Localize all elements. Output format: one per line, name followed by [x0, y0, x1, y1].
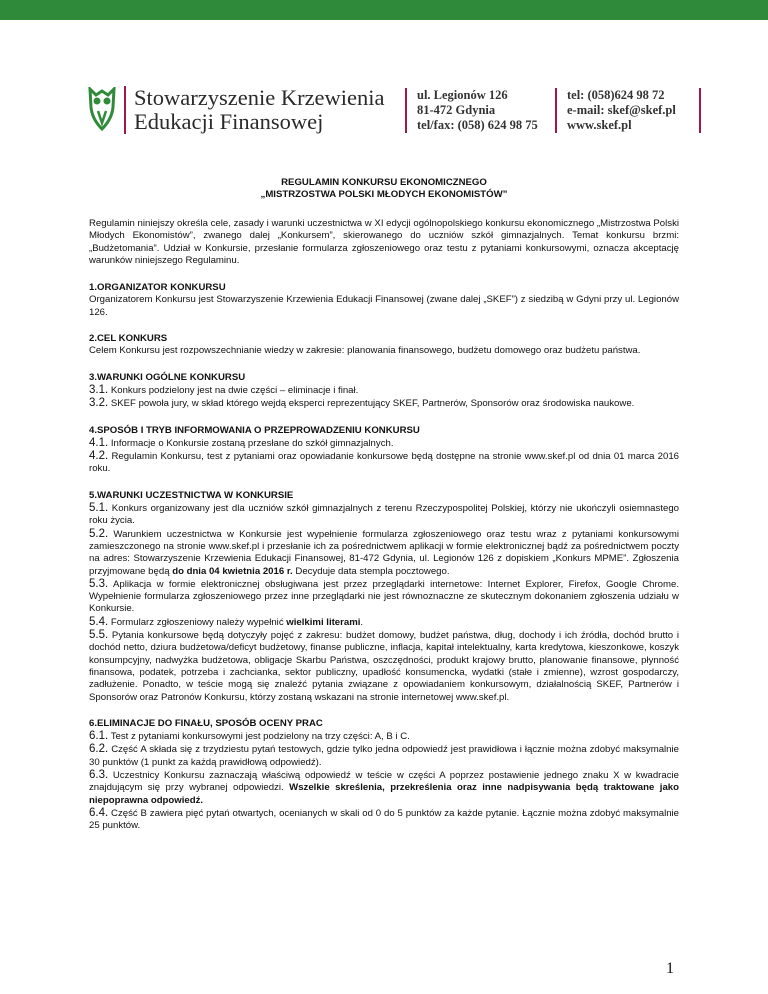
clause-4-2 [89, 450, 679, 476]
section-2 [89, 333, 679, 358]
title-line-2: „MISTRZOSTWA POLSKI MŁODYCH EKONOMISTÓW” [260, 189, 508, 200]
organization-name [124, 86, 424, 134]
clause-text: Pytania konkursowe będą dotyczyły pojęć z zakresu: budżet domowy, budżet państwa, dług, dochody i ich źródła, dochód brutto i dochód netto, dziura budżetowa/deficyt budżetowy, finanse publiczne, inflacja, kapitał intelektualny, karta kredytowa, kieszonkowe, koszyk konsumpcyjny, nadwyżka budżetowa, obligacje Skarbu Państwa, oszczędności, produkt krajowy brutto, planowanie finansowe, płynność finansowa, podatek, potrzeba i zachcianka, sektor publiczny, upadłość konsumencka, wydatki (stałe i zmienne), wzrost gospodarczy, zadłużenie. Ponadto, w teście mogą się znaleźć pytania związane z opowiadaniem konkursowym, działalnością SKEF, Partnerów i Sponsorów oraz Patronów Konkursu, którzy zostaną wskazani na stronie internetowej www.skef.pl. [89, 630, 680, 703]
address-street: ul. Legionów 126 [417, 88, 508, 102]
clause-text-end: Decyduje data stempla pocztowego. [292, 565, 450, 577]
section-2-text: Celem Konkursu jest rozpowszechnianie wiedzy w zakresie: planowania finansowego, budżetu domowego oraz budżetu państwa. [89, 345, 641, 357]
owl-logo-icon [86, 87, 118, 133]
clause-number: 4.1. [89, 436, 109, 449]
clause-text: SKEF powoła jury, w skład którego wejdą eksperci reprezentujący SKEF, Partnerów, Sponsorów oraz środowiska naukowe. [110, 398, 635, 410]
emphasis-text: wielkimi literami [286, 616, 361, 628]
clause-number: 5.4. [89, 615, 109, 628]
clause-number: 5.3. [89, 577, 109, 590]
section-3-heading: 3.WARUNKI OGÓLNE KONKURSU [89, 371, 246, 383]
clause-number: 5.5. [89, 629, 109, 642]
clause-text: Część B zawiera pięć pytań otwartych, ocenianych w skali od 0 do 5 punktów za każde pytanie. Łącznie można zdobyć maksymalnie 25 punktów. [89, 807, 679, 832]
clause-3-1 [89, 384, 679, 397]
contact-website: www.skef.pl [567, 118, 632, 132]
intro-paragraph: Regulamin niniejszy określa cele, zasady i warunki uczestnictwa w XI edycji ogólnopolskiego konkursu ekonomicznego „Mistrzostwa Polski Młodych Ekonomistów”, zwanego dalej „Konkursem”, skierowanego do uczniów szkół gimnazjalnych. Temat konkursu brzmi: „Budżetomania”. Udział w Konkursie, przesłanie formularza zgłoszeniowego oraz testu z pytaniami konkursowymi, oznacza akceptację warunków niniejszego Regulaminu. [89, 218, 679, 266]
section-4 [89, 425, 679, 476]
clause-number: 3.1. [89, 383, 109, 396]
section-2-heading: 2.CEL KONKURS [89, 333, 168, 345]
clause-number: 5.1. [89, 502, 109, 515]
clause-5-5 [89, 629, 679, 704]
clause-text: Część A składa się z trzydziestu pytań testowych, gdzie tylko jedna odpowiedź jest prawidłowa i łącznie można zdobyć maksymalnie 30 punktów (1 punkt za każdą prawidłową odpowiedź). [89, 744, 679, 768]
clause-6-3 [89, 769, 679, 807]
section-4-heading: 4.SPOSÓB I TRYB INFORMOWANIA O PRZEPROWADZENIU KONKURSU [89, 424, 420, 436]
letterhead [0, 82, 768, 142]
clause-number: 4.2. [89, 450, 109, 463]
clause-5-4 [89, 616, 679, 629]
contact-phone: tel: (058)624 98 72 [567, 88, 665, 102]
clause-5-1 [89, 502, 679, 528]
document-body [89, 218, 679, 846]
org-name-line-1: Stowarzyszenie Krzewienia [134, 85, 385, 110]
clause-text: Test z pytaniami konkursowymi jest podzielony na trzy części: A, B i C. [110, 731, 410, 743]
clause-text: Regulamin Konkursu, test z pytaniami oraz opowiadanie konkursowe będą dostępne na stronie www.skef.pl od dnia 01 marca 2016 roku. [89, 451, 679, 475]
clause-text: Warunkiem uczestnictwa w Konkursie jest wypełnienie formularza zgłoszeniowego oraz testu wraz z pytaniami konkursowymi zamieszczonego na stronie www.skef.pl i przesłanie ich za pośrednictwem aplikacji w formie elektronicznej bądź za pośrednictwem poczty na adres: Stowarzyszenie Krzewienia Edukacji Finansowej, 81-472 Gdynia, ul. Legionów 126 z dopiskiem „Konkurs MPME”. Zgłoszenia przyjmowane będą [89, 528, 680, 577]
clause-number: 6.4. [89, 806, 109, 819]
clause-text: Informacje o Konkursie zostaną przesłane do szkół gimnazjalnych. [110, 437, 394, 449]
clause-6-1 [89, 730, 679, 743]
page-number: 1 [666, 960, 674, 977]
section-6-heading: 6.ELIMINACJE DO FINAŁU, SPOSÓB OCENY PRAC [89, 717, 323, 729]
clause-text: Konkurs organizowany jest dla uczniów szkół gimnazjalnych z terenu Rzeczypospolitej Polskiej, którzy nie ukończyli osiemnastego roku życia. [89, 503, 679, 527]
address-telfax: tel/fax: (058) 624 98 75 [417, 118, 538, 132]
section-1 [89, 282, 679, 319]
clause-number: 6.2. [89, 743, 109, 756]
clause-text: Uczestnicy Konkursu zaznaczają właściwą odpowiedź w teście w części A poprzez postawienie jednego znaku X w kwadracie znajdującym się przy wybranej odpowiedzi. [89, 769, 679, 794]
section-1-heading: 1.ORGANIZATOR KONKURSU [89, 282, 226, 294]
clause-text: Aplikacja w formie elektronicznej obsługiwana jest przez przeglądarki internetowe: Internet Explorer, Firefox, Google Chrome. Wypełnienie formularza zgłoszeniowego przez inne przeglądarki nie jest równoznaczne ze skutecznym dokonaniem zgłoszenia udziału w Konkursie. [89, 578, 679, 615]
top-green-bar [0, 0, 768, 20]
section-3 [89, 372, 679, 411]
postal-address [405, 88, 565, 133]
section-6 [89, 718, 679, 833]
clause-number: 3.2. [89, 397, 109, 410]
clause-number: 6.3. [89, 768, 109, 781]
document-title [0, 177, 768, 201]
clause-6-4 [89, 807, 679, 833]
deadline-text: do dnia 04 kwietnia 2016 r. [172, 565, 293, 577]
clause-number: 5.2. [89, 527, 109, 540]
clause-5-2 [89, 528, 679, 578]
contact-info [555, 88, 701, 133]
section-1-text: Organizatorem Konkursu jest Stowarzyszenie Krzewienia Edukacji Finansowej (zwane dalej „SKEF”) z siedzibą w Gdyni przy ul. Legionów 126. [89, 294, 679, 318]
clause-5-3 [89, 578, 679, 616]
clause-4-1 [89, 437, 679, 450]
clause-3-2 [89, 397, 679, 410]
org-name-line-2: Edukacji Finansowej [134, 109, 324, 134]
section-5 [89, 490, 679, 704]
section-5-heading: 5.WARUNKI UCZESTNICTWA W KONKURSIE [89, 489, 294, 501]
clause-text: Konkurs podzielony jest na dwie części – eliminacje i finał. [110, 384, 359, 396]
clause-text: Formularz zgłoszeniowy należy wypełnić [110, 616, 287, 628]
address-city: 81-472 Gdynia [417, 103, 496, 117]
contact-email: e-mail: skef@skef.pl [567, 103, 676, 117]
clause-text-end: . [360, 616, 364, 628]
title-line-1: REGULAMIN KONKURSU EKONOMICZNEGO [281, 177, 487, 188]
emphasis-text: Wszelkie skreślenia, przekreślenia oraz inne nadpisywania będą traktowane jako niepoprawna odpowiedź. [89, 782, 679, 806]
clause-6-2 [89, 743, 679, 769]
clause-number: 6.1. [89, 730, 109, 743]
